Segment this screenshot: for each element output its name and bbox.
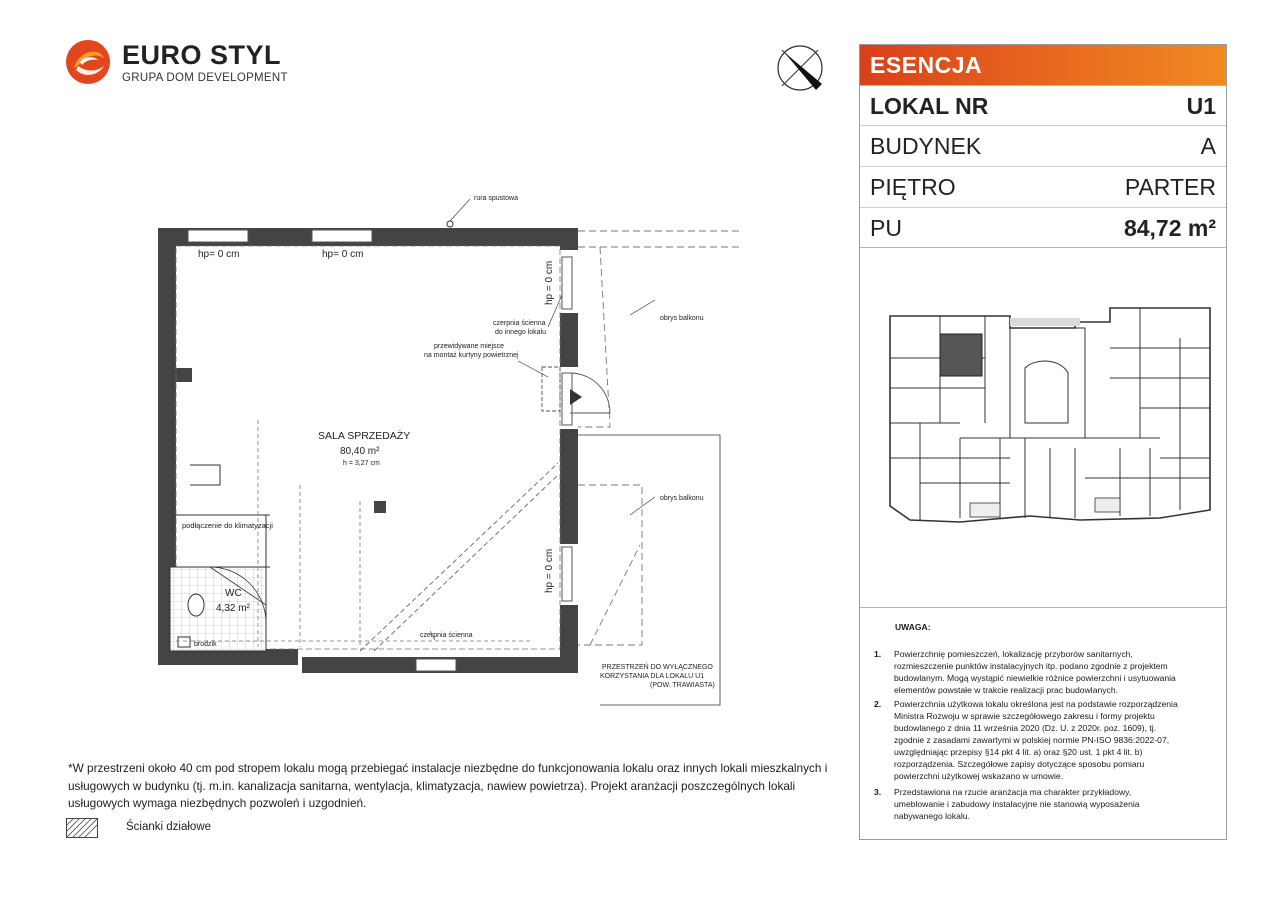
note-number: 3. <box>874 787 882 797</box>
row-floor <box>860 166 1226 206</box>
estate-header <box>860 45 1226 85</box>
highlighted-unit <box>940 334 982 376</box>
unit-number-value: U1 <box>1186 93 1216 119</box>
balcony-outline-label: obrys balkonu <box>660 495 704 502</box>
brand-name: EURO STYL <box>122 40 282 70</box>
brand-tagline: GRUPA DOM DEVELOPMENT <box>122 72 288 84</box>
exclusive-area-label: KORZYSTANIA DLA LOKALU U1 <box>600 673 705 680</box>
air-curtain-label: na montaż kurtyny powietrznej <box>424 352 519 359</box>
exclusive-area-label: (POW. TRAWIASTA) <box>650 682 715 689</box>
fixture-label: brodzik <box>194 641 217 648</box>
floor-level-label: hp= 0 cm <box>322 249 364 260</box>
room-name: SALA SPRZEDAŻY <box>318 430 411 442</box>
floor-label: PIĘTRO <box>870 174 956 200</box>
usable-area-value: 84,72 m² <box>1123 215 1216 241</box>
wall-intake-label: do innego lokalu <box>495 329 546 336</box>
downpipe-label: rura spustowa <box>474 195 518 202</box>
air-curtain-label: przewidywane miejsce <box>434 343 505 350</box>
balcony-outline-label: obrys balkonu <box>660 315 704 322</box>
floor-level-label: hp = 0 cm <box>544 260 555 305</box>
unit-info-panel <box>859 44 1227 840</box>
note-number: 1. <box>874 649 882 659</box>
room-area: 80,40 m² <box>340 446 380 457</box>
legend-label: Ścianki działowe <box>126 821 212 833</box>
unit-number-label: LOKAL NR <box>870 93 989 119</box>
wc-name: WC <box>225 588 242 599</box>
floor-level-label: hp= 0 cm <box>198 249 240 260</box>
note-text: Powierzchnia użytkowa lokalu określona jest na podstawie rozporządzenia Ministra Rozwoju w sprawie szczegółowego zakresu i formy projektu budowlanego z dnia 11 września 2020 (Dz. U. z 2020r. poz. 1609), tj. zgodnie z zasadami zawartymi w polskiej normie PN-ISO 9836:2022-07, uwzględniając przepisy §14 pkt 4 lit. a) oraz §20 ust. 1 pkt 4 lit. b) rozporządzenia. Szczegółowe zapisy dotyczące sposobu pomiaru powierzchni użytkowej wskazano w umowie. <box>894 699 1178 781</box>
footnote: *W przestrzeni około 40 cm pod stropem lokalu mogą przebiegać instalacje niezbędne do funkcjonowania lokalu oraz innych lokali mieszkalnych i usługowych w budynku (tj. m.in. kanalizacja sanitarna, wentylacja, klimatyzacja, nawiew powietrza). Projekt aranżacji poszczególnych lokali usługowych wymaga niezbędnych pozwoleń i uzgodnień. <box>68 761 828 810</box>
ac-connection-label: podłączenie do klimatyzacji <box>182 521 273 530</box>
floor-level-label: hp = 0 cm <box>544 548 555 593</box>
note-text: Przedstawiona na rzucie aranżacja ma charakter przykładowy, umeblowanie i zabudowy instalacyjne nie stanowią wyposażenia nabywanego lokalu. <box>894 787 1140 821</box>
wall-intake-label: czerpnia ścienna <box>493 320 546 327</box>
usable-area-label: PU <box>870 215 902 241</box>
building-label: BUDYNEK <box>870 133 982 159</box>
euro-styl-logo-icon <box>64 38 112 86</box>
floor-value: PARTER <box>1124 174 1216 200</box>
hatch-swatch-icon <box>66 818 98 838</box>
notes-section <box>860 607 1226 841</box>
estate-name: ESENCJA <box>870 52 983 78</box>
wc-area: 4,32 m² <box>216 603 250 614</box>
exclusive-area-label: PRZESTRZEŃ DO WYŁĄCZNEGO <box>602 664 713 671</box>
wall-intake-label: czerpnia ścienna <box>420 632 473 639</box>
notes-title: UWAGA: <box>895 622 931 632</box>
note-number: 2. <box>874 699 882 709</box>
brand-logo <box>64 38 324 90</box>
floor-plan <box>150 185 740 715</box>
building-key-plan <box>860 247 1226 607</box>
north-arrow-icon <box>772 40 828 96</box>
note-text: Powierzchnię pomieszczeń, lokalizację przyborów sanitarnych, rozmieszczenie punktów instalacyjnych itp. podano zgodnie z projektem budowlanym. Mogą wystąpić niewielkie różnice powierzchni i usytuowania elementów powstałe w trakcie realizacji prac budowlanych. <box>894 649 1176 695</box>
key-plan-drawing <box>860 248 1226 606</box>
building-value: A <box>1200 133 1216 159</box>
room-height: h = 3,27 cm <box>343 460 380 467</box>
row-usable-area <box>860 207 1226 247</box>
row-building <box>860 125 1226 165</box>
row-unit-number <box>860 85 1226 125</box>
